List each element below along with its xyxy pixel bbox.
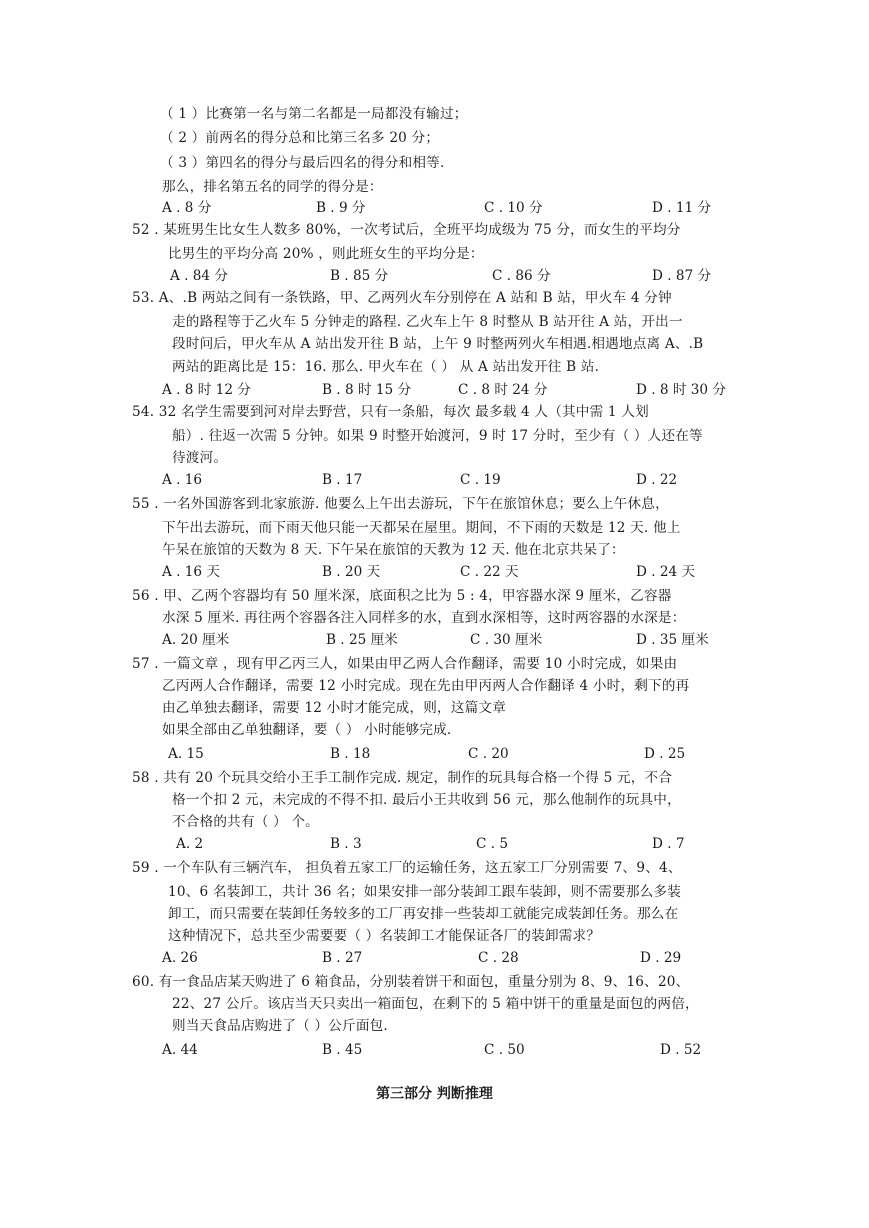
q52-option-c: C . 86 分 (492, 268, 551, 284)
q57-option-c: C . 20 (468, 746, 509, 762)
q58-option-a: A. 2 (176, 836, 204, 852)
q59-option-d: D . 29 (640, 950, 682, 966)
q59-option-c: C . 28 (478, 950, 519, 966)
q58-option-b: B . 3 (330, 836, 362, 852)
q53-line-2: 走的路程等于乙火车 5 分钟走的路程. 乙火车上午 8 时整从 B 站开往 A 站，开出一 (172, 314, 683, 330)
q55-option-a: A . 16 天 (162, 564, 220, 580)
q52-line-2: 比男生的平均分高 20% ，则此班女生的平均分是： (168, 246, 484, 262)
q53-line-1: 53. A、.B 两站之间有一条铁路，甲、乙两列火车分别停在 A 站和 B 站，甲火车 4 分钟 (132, 290, 672, 306)
intro-option-a: A . 8 分 (162, 200, 212, 216)
q52-option-d: D . 87 分 (652, 268, 712, 284)
q54-option-c: C . 19 (460, 472, 501, 488)
q58-line-1: 58 . 共有 20 个玩具交给小王手工制作完成. 规定，制作的玩具每合格一个得 5 元，不合 (132, 770, 673, 786)
q57-line-1: 57 . 一篇文章 ，现有甲乙丙三人，如果由甲乙两人合作翻译，需要 10 小时完成，如果由 (132, 656, 678, 672)
q55-line-3: 午呆在旅馆的天数为 8 天. 下午呆在旅馆的天教为 12 天. 他在北京共呆了： (162, 542, 625, 558)
q52-option-b: B . 85 分 (330, 268, 389, 284)
q54-line-2: 船）. 往返一次需 5 分钟。如果 9 时整开始渡河，9 时 17 分时，至少有（ ）人还在等 (172, 428, 703, 444)
q58-option-c: C . 5 (476, 836, 509, 852)
q56-option-c: C . 30 厘米 (470, 632, 543, 648)
q55-option-b: B . 20 天 (322, 564, 381, 580)
q59-line-4: 这种情况下，总共至少需要要（ ）名装卸工才能保证各厂的装卸需求？ (168, 928, 601, 944)
q55-option-d: D . 24 天 (636, 564, 696, 580)
q60-option-b: B . 45 (322, 1042, 363, 1058)
q56-option-b: B . 25 厘米 (326, 632, 398, 648)
intro-line-3: （ 3 ）第四名的得分与最后四名的得分和相等. (160, 155, 445, 171)
q59-line-1: 59 . 一个车队有三辆汽车， 担负着五家工厂的运输任务，这五家工厂分别需要 7、9、4、 (132, 860, 682, 876)
q52-option-a: A . 84 分 (170, 268, 228, 284)
q57-option-a: A. 15 (168, 746, 204, 762)
q53-option-c: C . 8 时 24 分 (458, 382, 548, 398)
q56-line-1: 56 . 甲、乙两个容器均有 50 厘米深，底面积之比为 5 : 4，甲容器水深 9 厘米，乙容器 (132, 588, 672, 604)
q60-option-a: A. 44 (162, 1042, 198, 1058)
q59-line-2: 10、6 名装卸工，共计 36 名；如果安排一部分装卸工跟车装卸，则不需要那么多装 (168, 884, 681, 900)
q54-option-a: A . 16 (162, 472, 203, 488)
q60-line-3: 则当天食品店购进了（ ）公斤面包. (172, 1018, 388, 1034)
q57-line-4: 如果全部由乙单独翻译，要（ ） 小时能够完成. (162, 722, 452, 738)
q54-option-d: D . 22 (636, 472, 678, 488)
q55-line-2: 下午出去游玩，而下雨天他只能一天都呆在屋里。期间，不下雨的天数是 12 天. 他上 (162, 520, 681, 536)
q58-line-2: 格一个扣 2 元，未完成的不得不扣. 最后小王共收到 56 元，那么他制作的玩具中， (172, 792, 681, 808)
q60-line-1: 60. 有一食品店某天购进了 6 箱食品，分别装着饼干和面包，重量分别为 8、9、16、20、 (132, 974, 690, 990)
intro-line-2: （ 2 ）前两名的得分总和比第三名多 20 分； (160, 130, 440, 146)
q56-option-a: A. 20 厘米 (162, 632, 230, 648)
q53-option-d: D . 8 时 30 分 (636, 382, 726, 398)
q60-option-c: C . 50 (484, 1042, 525, 1058)
q57-line-2: 乙丙两人合作翻译，需要 12 小时完成。现在先由甲丙两人合作翻译 4 小时，剩下的再 (162, 678, 690, 694)
q55-option-c: C . 22 天 (460, 564, 519, 580)
q59-option-b: B . 27 (322, 950, 363, 966)
intro-option-d: D . 11 分 (652, 200, 712, 216)
q56-line-2: 水深 5 厘米. 再往两个容器各注入同样多的水，直到水深相等，这时两容器的水深是： (162, 610, 686, 626)
q54-line-3: 待渡河。 (172, 450, 228, 466)
q59-option-a: A. 26 (162, 950, 198, 966)
q53-line-3: 段时问后，甲火车从 A 站出发开往 B 站，上午 9 时整两列火车相遇.相遇地点离 A、.B (172, 336, 704, 352)
q58-option-d: D . 7 (652, 836, 685, 852)
q53-option-b: B . 8 时 15 分 (322, 382, 412, 398)
q53-option-a: A . 8 时 12 分 (162, 382, 251, 398)
q52-line-1: 52 . 某班男生比女生人数多 80%，一次考试后，全班平均成级为 75 分，而女生的平均分 (132, 222, 681, 238)
q58-line-3: 不合格的共有（ ） 个。 (172, 814, 319, 830)
intro-line-1: （ 1 ）比赛第一名与第二名都是一局都没有输过； (160, 106, 468, 122)
q60-option-d: D . 52 (660, 1042, 702, 1058)
q60-line-2: 22、27 公斤。该店当天只卖出一箱面包，在剩下的 5 箱中饼干的重量是面包的两倍， (172, 996, 699, 1012)
q53-line-4: 两站的距离比是 15：16. 那么. 甲火车在（ ） 从 A 站出发开往 B 站. (172, 359, 600, 375)
q57-option-b: B . 18 (330, 746, 371, 762)
q54-option-b: B . 17 (322, 472, 363, 488)
q57-line-3: 由乙单独去翻译，需要 12 小时才能完成，则，这篇文章 (162, 700, 506, 716)
intro-option-c: C . 10 分 (484, 200, 543, 216)
q54-line-1: 54. 32 名学生需要到河对岸去野营，只有一条船，每次 最多载 4 人（其中需 1 人划 (132, 404, 649, 420)
q57-option-d: D . 25 (644, 746, 686, 762)
q55-line-1: 55 . 一名外国游客到北家旅游. 他要么上午出去游玩，下午在旅馆休息；要么上午休息， (132, 496, 669, 512)
q56-option-d: D . 35 厘米 (636, 632, 709, 648)
section-title: 第三部分 判断推理 (376, 1086, 493, 1102)
intro-line-4: 那么，排名第五名的同学的得分是： (162, 179, 383, 195)
q59-line-3: 卸工，而只需要在装卸任务较多的工厂再安排一些装却工就能完成装卸任务。那么在 (168, 906, 679, 922)
intro-option-b: B . 9 分 (316, 200, 366, 216)
